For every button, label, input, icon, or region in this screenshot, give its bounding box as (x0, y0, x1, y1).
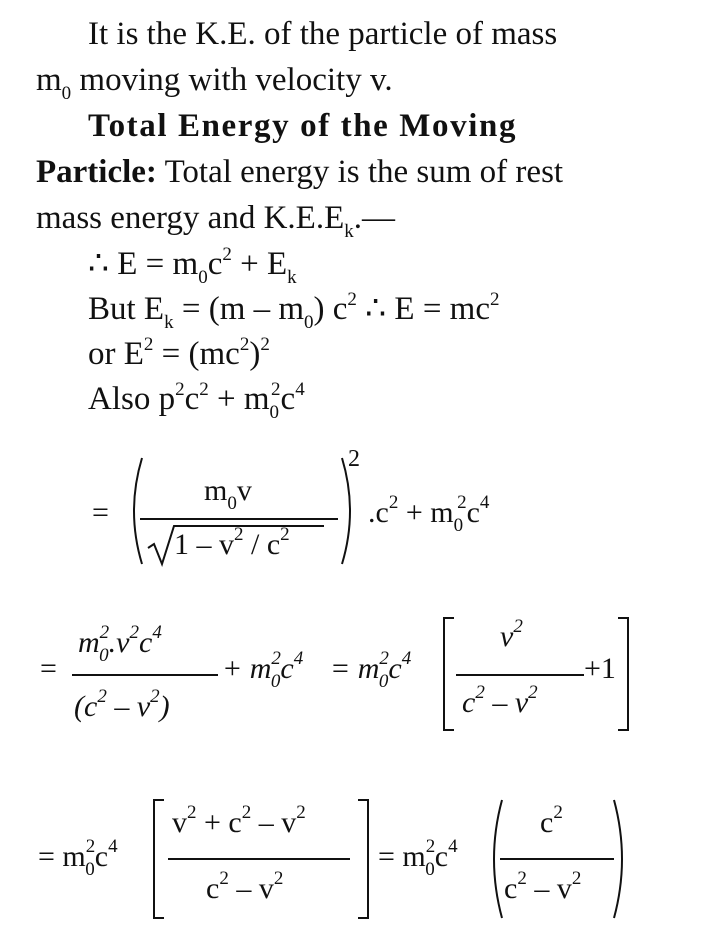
d3-eq: = m (38, 840, 86, 873)
eq1-a: ∴ E = m (88, 246, 199, 282)
eq1-b: c (207, 246, 223, 282)
eq3-supb: 2 (239, 334, 250, 355)
d2-r-sup4: 4 (401, 648, 412, 669)
d3-denominator (206, 868, 284, 906)
d1-tail (368, 492, 490, 536)
d2-r-sup: 2 (379, 648, 389, 669)
equation-1 (88, 244, 297, 289)
d2-den-sup: 2 (97, 686, 107, 707)
d2-plus-one: +1 (584, 652, 616, 685)
d2-num-sub: 0 (99, 645, 109, 666)
d1-den-b: / c (243, 528, 281, 561)
d1-num-sub: 0 (227, 493, 237, 514)
d2-t-sup: 2 (271, 648, 281, 669)
section-heading (88, 106, 517, 146)
d1-numerator (204, 474, 252, 514)
para1-line2 (36, 60, 393, 105)
d2-right-term (330, 648, 412, 692)
d3-den-b: – v (228, 872, 274, 905)
eq2-c: ) c (313, 291, 348, 327)
d1-tail-sub: 0 (453, 515, 464, 536)
d2-r-c: c (388, 652, 402, 685)
eq1-subk: k (287, 267, 297, 288)
d2-num-sup4: 4 (152, 622, 162, 643)
d1-tail-a: .c (368, 496, 389, 529)
para1-line2-rest: moving with velocity v. (71, 62, 393, 98)
d3-right-denominator (504, 868, 582, 906)
section-heading-continuation: Particle: (36, 154, 157, 190)
eq3-supc: 2 (260, 334, 270, 355)
d2-denominator (74, 686, 170, 724)
d2-num-m: m (78, 626, 100, 659)
eq1-sub: 0 (198, 267, 208, 288)
eq4-supb: 2 (199, 379, 209, 400)
para1-line2-sub: 0 (61, 83, 72, 104)
d3-r-sup4: 4 (448, 836, 458, 857)
d2-den-sup2: 2 (150, 686, 160, 707)
eq4-c: + m (208, 381, 270, 417)
d3-num-sup3: 2 (296, 802, 306, 823)
d3-numerator (172, 802, 306, 840)
d3-r-c: c (434, 840, 449, 873)
d3-den-a: c (206, 872, 220, 905)
eq4-sup: 2 (175, 379, 185, 400)
d1-tail-sup2: 2 (457, 492, 467, 513)
eq1-sup: 2 (222, 244, 232, 265)
d3-rden-sup2: 2 (571, 868, 582, 889)
d2-eq2: = m (330, 652, 380, 685)
eq1-c: + E (231, 246, 288, 282)
d1-den-sup2: 2 (280, 524, 290, 545)
eq2-sub0: 0 (304, 312, 314, 333)
para2-line3-sub: k (344, 221, 354, 242)
d3-right-paren (612, 798, 632, 920)
d3-right-fraction-bar (500, 858, 614, 860)
d3-num-b: + c (196, 806, 242, 839)
d1-den-sup: 2 (234, 524, 244, 545)
equation-3 (88, 334, 270, 379)
d2-plus-m: + m (222, 652, 272, 685)
d2-inner-denominator (462, 682, 538, 720)
d2-t-sub: 0 (270, 671, 281, 692)
d3-c: c (94, 840, 109, 873)
eq2-subk: k (164, 312, 174, 333)
d2-middle-term (222, 648, 304, 692)
d2-inner-numerator (500, 616, 523, 654)
eq3-c: ) (249, 336, 261, 372)
d2-inner-num: v (500, 620, 514, 653)
d2-den-a: (c (74, 690, 98, 723)
d3-num-sup: 2 (187, 802, 197, 823)
eq4-d: c (280, 381, 296, 417)
para2-line3 (36, 198, 395, 243)
d3-rden-sup: 2 (517, 868, 527, 889)
d3-r-sup: 2 (425, 836, 436, 857)
d2-numerator (78, 622, 162, 666)
d2-inner-den-sup: 2 (475, 682, 485, 703)
d3-rnum-sup: 2 (553, 802, 563, 823)
d3-rden-a: c (504, 872, 518, 905)
eq2-a: But E (88, 291, 165, 327)
d2-den-b: – v (106, 690, 151, 723)
d1-equals: = (92, 496, 109, 529)
d2-left-bracket (442, 616, 456, 732)
d1-num-v: v (236, 474, 252, 507)
d2-inner-den-b: – v (484, 686, 529, 719)
eq2-d: ∴ E = mc (356, 291, 491, 327)
para2-line2-rest: Total energy is the sum of rest (156, 154, 564, 190)
eq4-sub: 0 (269, 402, 280, 423)
d2-t-sup4: 4 (293, 648, 304, 669)
d1-den-a: 1 – v (174, 528, 234, 561)
equation-2 (88, 289, 500, 334)
d2-num-sup: 2 (99, 622, 110, 643)
d1-num-m: m (204, 474, 228, 507)
d3-rnum: c (540, 806, 554, 839)
d1-denominator (174, 524, 290, 562)
equation-4 (88, 379, 305, 424)
eq2-sup: 2 (347, 289, 357, 310)
d2-r-sub: 0 (378, 671, 389, 692)
eq3-sup: 2 (143, 334, 154, 355)
d1-tail-sup4: 4 (479, 492, 490, 513)
d3-sup: 2 (85, 836, 96, 857)
d2-den-c: ) (159, 690, 170, 723)
eq4-sup4: 4 (295, 379, 305, 400)
d2-right-bracket (616, 616, 630, 732)
d2-inner-num-sup: 2 (513, 616, 523, 637)
eq3-b: = (mc (153, 336, 240, 372)
d3-right-numerator (540, 802, 563, 840)
d3-right-bracket (356, 798, 370, 920)
para2-line2 (36, 152, 563, 192)
para1-line2-m: m (36, 62, 62, 98)
d3-eq2: = m (378, 840, 426, 873)
d3-num-a: v (172, 806, 187, 839)
d3-rden-b: – v (526, 872, 572, 905)
d1-tail-b: + m (398, 496, 454, 529)
d3-left-term (38, 836, 118, 880)
d3-num-c: – v (251, 806, 297, 839)
d3-right-term (378, 836, 458, 880)
d2-num-c: c (139, 626, 153, 659)
eq3-a: or E (88, 336, 144, 372)
d2-inner-den-sup2: 2 (528, 682, 538, 703)
d3-left-bracket (152, 798, 166, 920)
d3-den-sup2: 2 (273, 868, 284, 889)
d2-num-b: .v (108, 626, 130, 659)
eq2-supb: 2 (490, 289, 500, 310)
d1-tail-sup: 2 (388, 492, 399, 513)
d1-fraction-bar (140, 518, 338, 520)
d1-tail-c: c (466, 496, 480, 529)
para1-line1-text: It is the K.E. of the particle of mass (88, 16, 558, 52)
eq4-supc: 2 (271, 379, 281, 400)
d3-num-sup2: 2 (241, 802, 252, 823)
eq4-b: c (184, 381, 200, 417)
d2-inner-den-a: c (462, 686, 476, 719)
d3-sub: 0 (85, 859, 95, 880)
section-heading-text: Total Energy of the Moving (88, 108, 518, 144)
para2-line3-b: .— (353, 200, 395, 236)
d2-fraction-bar (72, 674, 218, 676)
d3-den-sup: 2 (219, 868, 229, 889)
para2-line3-a: mass energy and K.E.E (36, 200, 345, 236)
d3-fraction-bar (168, 858, 350, 860)
d2-inner-fraction-bar (456, 674, 584, 676)
para1-line1 (88, 14, 557, 54)
d2-t-c: c (280, 652, 294, 685)
d3-sup4: 4 (108, 836, 118, 857)
d2-num-sup2: 2 (129, 622, 139, 643)
d1-outer-sup: 2 (348, 446, 360, 472)
d1-left-paren (124, 456, 144, 566)
d2-equals: = (40, 652, 57, 685)
d3-r-sub: 0 (425, 859, 435, 880)
eq2-b: = (m – m (173, 291, 305, 327)
eq4-a: Also p (88, 381, 176, 417)
